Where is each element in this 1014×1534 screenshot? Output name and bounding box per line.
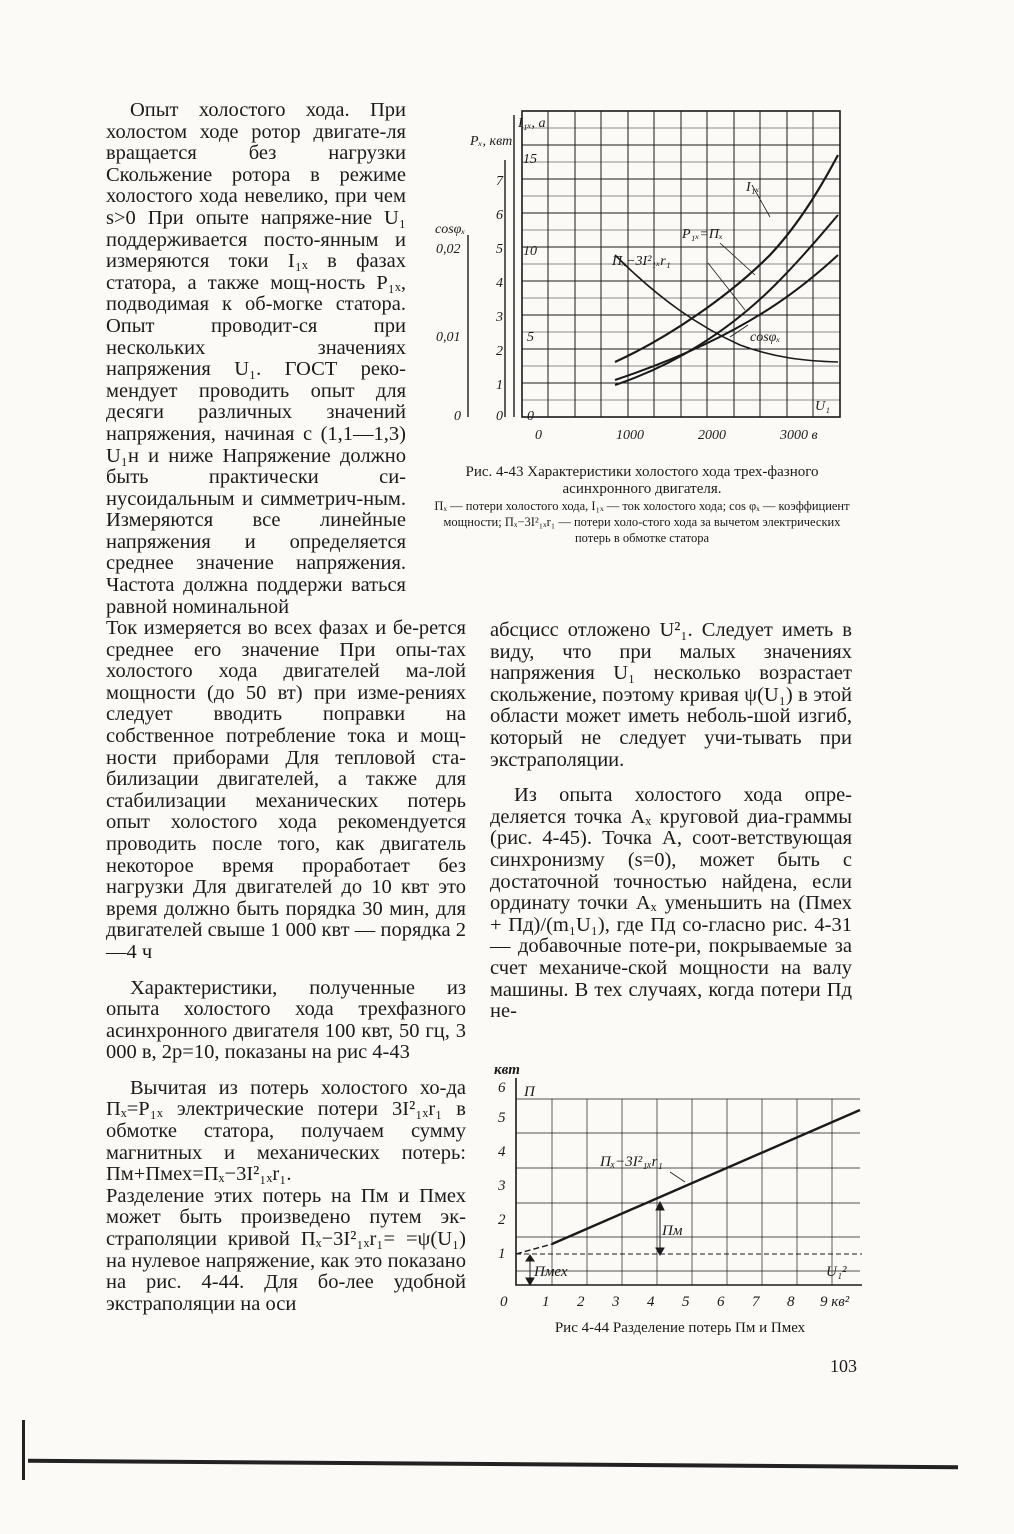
p-tick: 5 <box>496 242 503 257</box>
p-tick: 4 <box>496 276 503 291</box>
paragraph-separation: Разделение этих потерь на Пм и Пмех может быть произведено путем эк-страполяции кривой Пₓ−3I²₁ₓr₁= =ψ(U₁) на нулевое напряжение, как это показано на рис. 4-44. Для бо-лее удобной экстраполяции на оси <box>106 1184 466 1315</box>
fig44-label-p: П <box>524 1084 535 1100</box>
i-tick: 0 <box>527 409 534 424</box>
fig43-axis-cos: cosφₓ <box>435 222 466 237</box>
x-tick: 0 <box>500 1294 508 1310</box>
p-tick: 2 <box>496 344 503 359</box>
x-tick: 3000 в <box>780 428 818 443</box>
left-column-wide <box>106 618 466 1315</box>
x-tick: 2000 <box>698 428 726 443</box>
y-tick: 4 <box>498 1144 506 1160</box>
p-tick: 7 <box>496 174 503 189</box>
paragraph-abscissa: абсцисс отложено U²₁. Следует иметь в виду, что при малых значениях напряжения U₁ несколько возрастает скольжение, поэтому кривая ψ(U₁) в этой области может иметь неболь-шой изгиб, который не следует учи-тывать при экстраполяции. <box>490 619 852 771</box>
fig43-axis-ix: I₁ₓ, a <box>518 116 546 131</box>
x-tick: 0 <box>535 428 542 443</box>
fig44-frame <box>516 1078 862 1285</box>
x-tick: 5 <box>682 1294 690 1310</box>
cos-tick: 0 <box>454 409 461 424</box>
left-column <box>106 100 406 618</box>
fig43-label-p1x: P₁ₓ=Пₓ <box>682 227 723 242</box>
cos-tick: 0,01 <box>436 330 461 345</box>
fig43-curves <box>615 155 838 385</box>
fig43-caption-title: Рис. 4-43 Характеристики холостого хода трех-фазного асинхронного двигателя. <box>465 464 819 497</box>
fig43-label-u1: U₁ <box>815 399 830 414</box>
curve-px-minus <box>615 255 838 380</box>
scan-edge-left <box>22 1420 25 1480</box>
figure-4-43 <box>430 105 850 450</box>
figure-4-44 <box>490 1060 870 1320</box>
cos-tick: 0,02 <box>436 242 461 257</box>
fig44-line-extrapolated <box>516 1244 552 1254</box>
fig44-curves <box>516 1110 860 1285</box>
fig44-curve-label: Пₓ−3I²₁ₓr₁ <box>600 1154 663 1170</box>
fig44-caption: Рис 4-44 Разделение потерь Пм и Пмех <box>554 1320 806 1336</box>
x-tick: 1 <box>542 1294 550 1310</box>
fig43-label-cos-curve: cosφₓ <box>750 330 781 345</box>
fig43-label-ix: I₁ₓ <box>746 180 760 195</box>
fig44-label-pm: Пм <box>662 1223 683 1239</box>
x-tick: 7 <box>752 1294 760 1310</box>
x-tick: 3 <box>612 1294 620 1310</box>
fig43-caption-legend: Пₓ — потери холостого хода, I₁ₓ — ток холостого хода; cos φₓ — коэффициент мощности; Пₓ−3I²₁ₓr₁ — потери холо-стого хода за вычетом электрических потерь в обмотке статора <box>434 499 850 545</box>
y-tick: 3 <box>498 1178 506 1194</box>
x-tick: 6 <box>717 1294 725 1310</box>
y-tick: 6 <box>498 1080 506 1096</box>
scan-edge <box>28 1459 958 1469</box>
y-tick: 1 <box>498 1246 506 1262</box>
fig43-axis-px: Pₓ, квт <box>470 134 513 149</box>
fig43-caption <box>432 464 852 546</box>
i-tick: 15 <box>523 152 537 167</box>
i-tick: 10 <box>523 244 537 259</box>
x-tick: 8 <box>787 1294 795 1310</box>
fig44-line <box>552 1110 860 1244</box>
p-tick: 1 <box>496 378 503 393</box>
i-tick: 5 <box>527 330 534 345</box>
p-tick: 0 <box>496 409 503 424</box>
fig44-labels <box>494 1062 847 1280</box>
x-tick: 9 кв² <box>820 1294 850 1310</box>
paragraph-current: Ток измеряется во всех фазах и бе-рется среднее его значение При опы-тах холостого хода двигателей ма-лой мощности (до 50 вт) при изме-рениях следует вводить поправки на собственное потребление тока и мощ-ности приборами Для тепловой ста-билизации двигателей, а также для стабилизации механических потерь опыт холостого хода рекомендуется проводить после того, как двигатель некоторое время проработает без нагрузки Для двигателей до 10 квт это время должно быть порядка 30 мин, для двигателей свыше 1 000 квт — порядка 2—4 ч <box>106 617 466 963</box>
page-number: 103 <box>830 1356 857 1376</box>
fig44-label-pmex: Пмех <box>534 1264 568 1280</box>
y-tick: 5 <box>498 1110 506 1126</box>
p-tick: 3 <box>496 310 503 325</box>
right-column <box>490 620 852 1023</box>
p-tick: 6 <box>496 208 503 223</box>
fig44-unit: квт <box>494 1062 520 1078</box>
paragraph-subtract: Вычитая из потерь холостого хо-да Пₓ=P₁ₓ электрические потери 3I²₁ₓr₁ в обмотке статора, получаем сумму магнитных и механических потерь: Пм+Пмех=Пₓ−3I²₁ₓr₁. <box>106 1076 466 1186</box>
fig43-labels <box>435 116 830 414</box>
paragraph-characteristics: Характеристики, полученные из опыта холостого хода трехфазного асинхронного двигателя 100 квт, 50 гц, 3 000 в, 2p=10, показаны на рис 4-43 <box>106 976 466 1064</box>
paragraph-intro: Опыт холостого хода. При холостом ходе ротор двигате-ля вращается без нагрузки Скольжение ротора в режиме холостого хода невелико, при чем s>0 При опыте напряже-ние U₁ поддерживается посто-янным и измеряются токи I₁ₓ в фазах статора, а также мощ-ность P₁ₓ, подводимая к об-могке статора. Опыт проводит-ся при нескольких значениях напряжения U₁. ГОСТ реко-мендует проводить опыт для десяги различных значений напряжения, начиная с (1,1—1,3) U₁н и ниже Напряжение должно быть практически си-нусоидальным и симметрич-ным. Измеряются все линейные напряжения и определяется среднее значение напряжения. Частота должна поддержи ваться равной номинальной <box>106 99 406 618</box>
y-tick: 2 <box>498 1212 506 1228</box>
x-tick: 1000 <box>616 428 644 443</box>
paragraph-point-a: Из опыта холостого хода опре-деляется точка Aₓ круговой диа-граммы (рис. 4-45). Точка A, соот-ветствующая синхронизму (s=0), может быть с достаточной точностью найдена, если ординату точки Aₓ уменьшить на (Пмех + Пд)/(m₁U₁), где Пд со-гласно рис. 4-31 — добавочные поте-ри, покрываемые за счет механиче-ской мощности на валу машины. В тех случаях, когда потери Пд не- <box>490 784 852 1023</box>
x-tick: 2 <box>577 1294 585 1310</box>
fig43-label-diff: Пₓ−3I²₁ₓr₁ <box>612 254 671 269</box>
x-tick: 4 <box>647 1294 655 1310</box>
fig44-label-u1sq: U₁² <box>826 1264 847 1280</box>
